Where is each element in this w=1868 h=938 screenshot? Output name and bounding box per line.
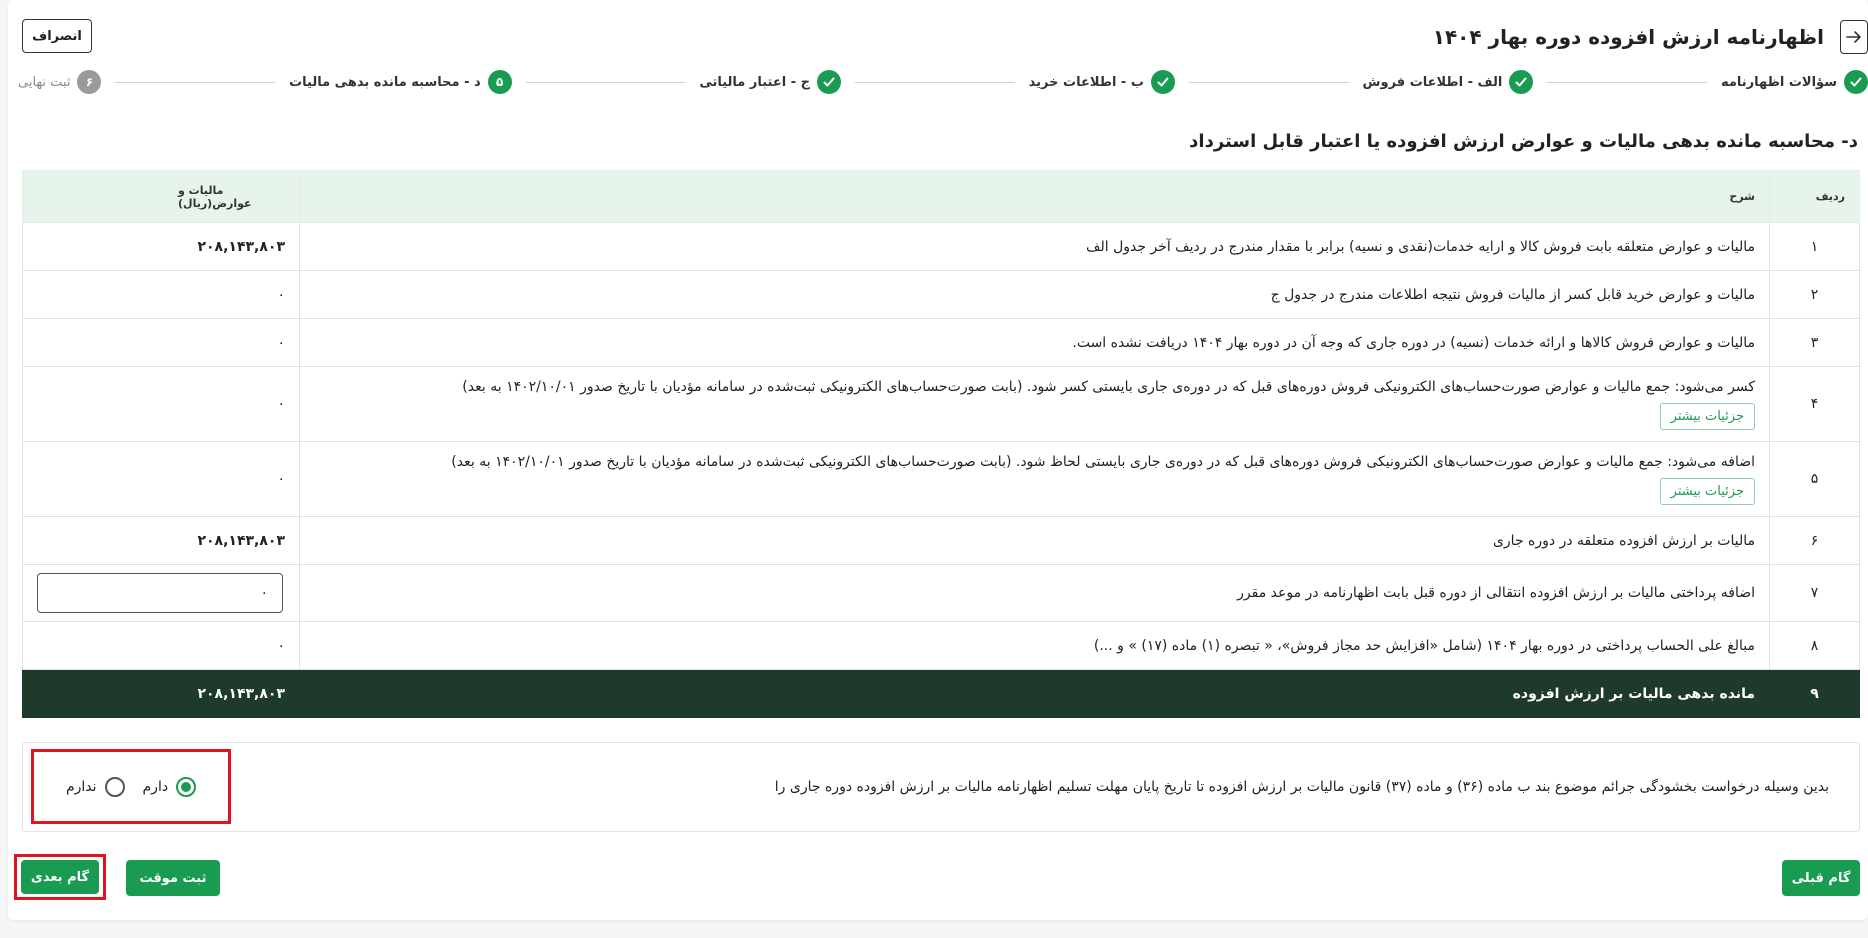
step-label: سؤالات اظهارنامه bbox=[1720, 74, 1837, 90]
page-title: اظهارنامه ارزش افزوده دوره بهار ۱۴۰۴ bbox=[1432, 25, 1824, 49]
step-final[interactable] bbox=[18, 70, 101, 94]
row-number: ۶ bbox=[1770, 517, 1860, 565]
step-connector bbox=[526, 82, 686, 83]
step-label: ب - اطلاعات خرید bbox=[1028, 74, 1144, 90]
step-label: الف - اطلاعات فروش bbox=[1362, 74, 1503, 90]
check-icon bbox=[1509, 70, 1533, 94]
page-header bbox=[8, 14, 1868, 58]
table-row bbox=[23, 319, 1860, 367]
radio-label-no: ندارم bbox=[65, 778, 97, 795]
step-connector bbox=[115, 82, 275, 83]
row-description: مبالغ علی الحساب پرداختی در دوره بهار ۱۴۰۴ (شامل «افزایش حد مجاز فروش»، « تبصره (۱) ماده (۱۷) » و ...) bbox=[300, 622, 1770, 670]
row-description: مالیات و عوارض خرید قابل کسر از مالیات فروش نتیجه اطلاعات مندرج در جدول ج bbox=[300, 271, 1770, 319]
row-amount: ۰ bbox=[23, 319, 300, 367]
previous-step-button[interactable]: گام قبلی bbox=[1782, 860, 1860, 896]
header-description: شرح bbox=[300, 171, 1770, 223]
step-label: د - محاسبه مانده بدهی مالیات bbox=[289, 74, 481, 90]
table-row bbox=[23, 565, 1860, 622]
table-row bbox=[23, 367, 1860, 442]
step-debt-calc[interactable] bbox=[289, 70, 512, 94]
tax-table bbox=[22, 170, 1860, 718]
table-row bbox=[23, 622, 1860, 670]
row-number: ۴ bbox=[1770, 367, 1860, 442]
step-connector bbox=[855, 82, 1015, 83]
save-draft-button[interactable]: ثبت موقت bbox=[126, 860, 220, 896]
radio-option-no[interactable] bbox=[66, 777, 125, 797]
radio-option-yes[interactable] bbox=[143, 777, 197, 797]
step-connector bbox=[1547, 82, 1707, 83]
row-number: ۹ bbox=[1770, 670, 1860, 718]
check-icon bbox=[1844, 70, 1868, 94]
next-step-button[interactable]: گام بعدی bbox=[21, 860, 99, 894]
step-questions[interactable] bbox=[1721, 70, 1868, 94]
section-title: د- محاسبه مانده بدهی مالیات و عوارض ارزش افزوده یا اعتبار قابل استرداد bbox=[1189, 131, 1858, 152]
row-amount: ۲۰۸,۱۴۳,۸۰۳ bbox=[23, 670, 300, 718]
row-description: اضافه می‌شود: جمع مالیات و عوارض صورت‌حساب‌های الکترونیکی فروش دوره‌های قبل که در دوره‌ی جاری بایستی لحاظ شود. (بابت صورت‌حساب‌های الکترونیکی ثبت‌شده در سامانه مؤدیان با تاریخ صدور ۱۴۰۲/۱۰/۰۱ به بعد) bbox=[451, 453, 1755, 470]
total-row bbox=[23, 670, 1860, 718]
row-amount: ۲۰۸,۱۴۳,۸۰۳ bbox=[23, 517, 300, 565]
row-description: اضافه پرداختی مالیات بر ارزش افزوده انتقالی از دوره قبل بابت اظهارنامه در موعد مقرر bbox=[300, 565, 1770, 622]
next-step-highlight bbox=[14, 854, 106, 900]
header-amount: مالیات و عوارض(ریال) bbox=[23, 171, 300, 223]
row-number: ۸ bbox=[1770, 622, 1860, 670]
row-description: مانده بدهی مالیات بر ارزش افزوده bbox=[300, 670, 1770, 718]
row-amount: ۲۰۸,۱۴۳,۸۰۳ bbox=[23, 223, 300, 271]
row-number: ۵ bbox=[1770, 442, 1860, 517]
row-number: ۷ bbox=[1770, 565, 1860, 622]
row-description: کسر می‌شود: جمع مالیات و عوارض صورت‌حساب‌های الکترونیکی فروش دوره‌های قبل که در دوره‌ی جاری بایستی کسر شود. (بابت صورت‌حساب‌های الکترونیکی ثبت‌شده در سامانه مؤدیان با تاریخ صدور ۱۴۰۲/۱۰/۰۱ به بعد) bbox=[462, 378, 1755, 395]
back-button[interactable] bbox=[1840, 20, 1868, 54]
step-label: ثبت نهایی bbox=[18, 74, 71, 90]
row-amount: ۰ bbox=[23, 271, 300, 319]
row-description-cell bbox=[300, 367, 1770, 442]
radio-checked-icon[interactable] bbox=[176, 777, 196, 797]
step-sales[interactable] bbox=[1363, 70, 1534, 94]
overpayment-input[interactable] bbox=[37, 573, 283, 613]
table-row bbox=[23, 442, 1860, 517]
row-number: ۲ bbox=[1770, 271, 1860, 319]
step-purchase[interactable] bbox=[1029, 70, 1175, 94]
page-card bbox=[8, 0, 1868, 920]
table-row bbox=[23, 271, 1860, 319]
table-row bbox=[23, 517, 1860, 565]
cancel-button[interactable]: انصراف bbox=[22, 19, 92, 53]
check-icon bbox=[817, 70, 841, 94]
step-number: ۵ bbox=[488, 70, 512, 94]
waiver-radio-group bbox=[31, 749, 231, 824]
radio-dot bbox=[181, 782, 191, 792]
step-label: ج - اعتبار مالیاتی bbox=[699, 74, 811, 90]
details-button[interactable]: جزئیات بیشتر bbox=[1660, 478, 1755, 505]
row-description: مالیات بر ارزش افزوده متعلقه در دوره جاری bbox=[300, 517, 1770, 565]
row-amount-cell bbox=[23, 565, 300, 622]
row-number: ۳ bbox=[1770, 319, 1860, 367]
waiver-request-text: بدین وسیله درخواست بخشودگی جرائم موضوع بند ب ماده (۳۶) و ماده (۳۷) قانون مالیات بر ارزش افزوده تا تاریخ پایان مهلت تسلیم اظهارنامه مالیات بر ارزش افزوده دوره جاری را bbox=[774, 779, 1829, 795]
radio-unchecked-icon[interactable] bbox=[105, 777, 125, 797]
table-header-row bbox=[23, 171, 1860, 223]
stepper bbox=[18, 68, 1868, 96]
row-amount: ۰ bbox=[23, 367, 300, 442]
step-connector bbox=[1189, 82, 1349, 83]
step-tax-credit[interactable] bbox=[699, 70, 841, 94]
penalty-waiver-box bbox=[22, 742, 1860, 832]
radio-label-yes: دارم bbox=[142, 778, 169, 795]
row-description: مالیات و عوارض متعلقه بابت فروش کالا و ارایه خدمات(نقدی و نسیه) برابر با مقدار مندرج در ردیف آخر جدول الف bbox=[300, 223, 1770, 271]
details-button[interactable]: جزئیات بیشتر bbox=[1660, 403, 1755, 430]
row-description-cell bbox=[300, 442, 1770, 517]
row-number: ۱ bbox=[1770, 223, 1860, 271]
check-icon bbox=[1151, 70, 1175, 94]
row-amount: ۰ bbox=[23, 622, 300, 670]
header-row-num: ردیف bbox=[1770, 171, 1860, 223]
arrow-right-icon bbox=[1845, 28, 1863, 46]
row-description: مالیات و عوارض فروش کالاها و ارائه خدمات (نسیه) در دوره جاری که وجه آن در دوره بهار ۱۴۰۴ دریافت نشده است. bbox=[300, 319, 1770, 367]
row-amount: ۰ bbox=[23, 442, 300, 517]
step-number: ۶ bbox=[77, 70, 101, 94]
table-row bbox=[23, 223, 1860, 271]
